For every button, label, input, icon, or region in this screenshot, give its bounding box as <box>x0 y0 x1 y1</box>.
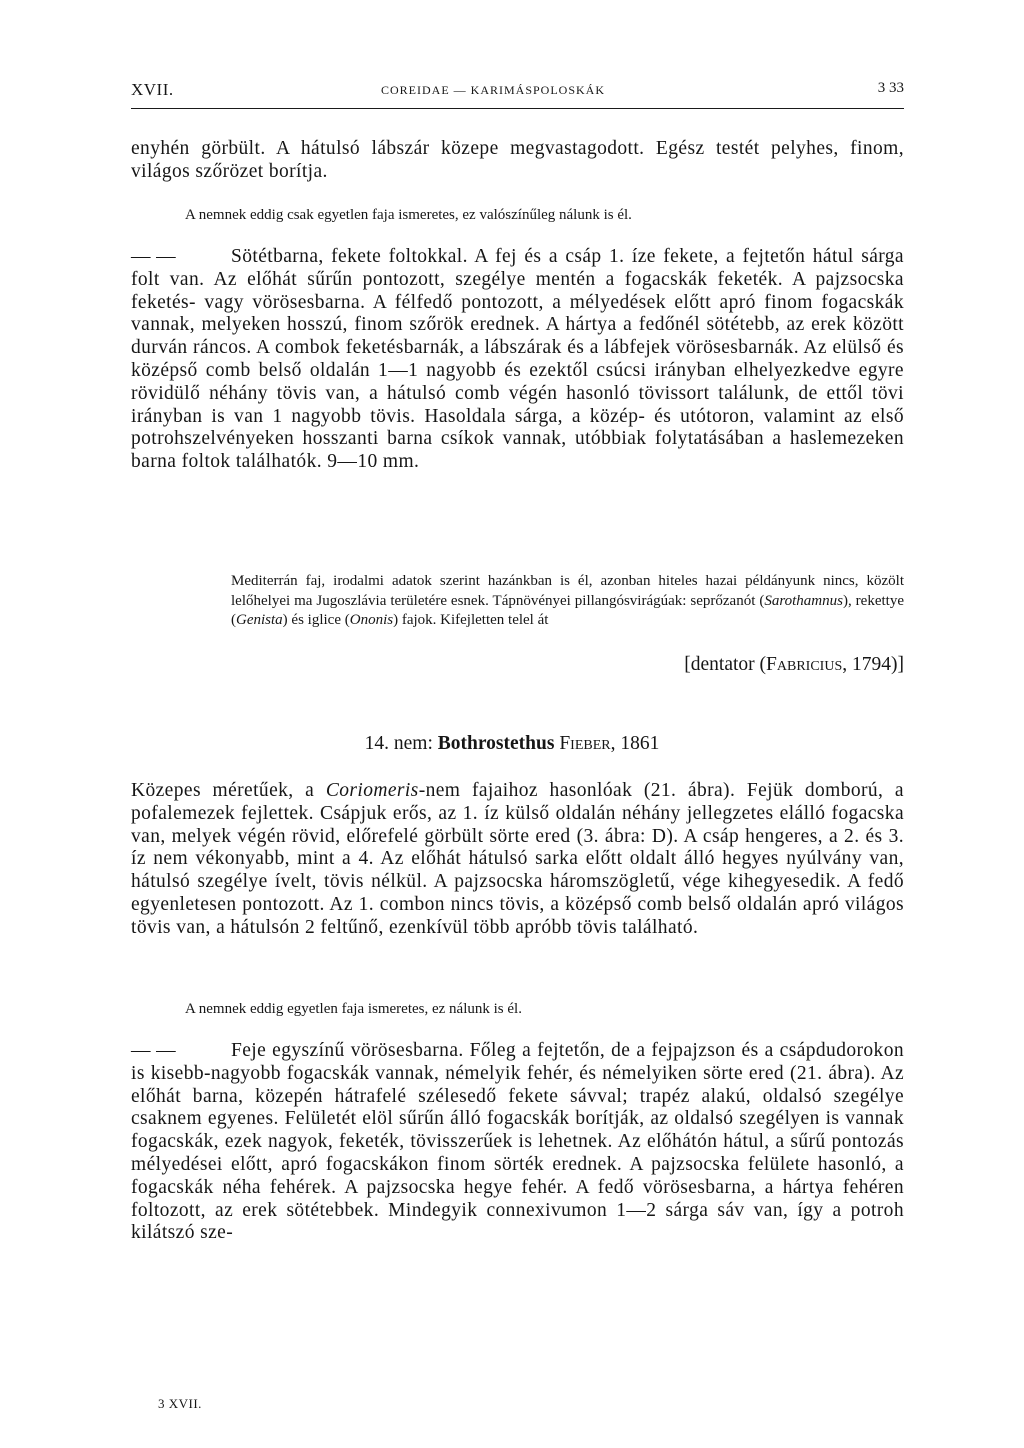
genus-title: 14. nem: Bothrostethus Fieber, 1861 <box>364 733 660 754</box>
chapter-number: XVII. <box>131 80 174 99</box>
genus-note-2: A nemnek eddig egyetlen faja ismeretes, ez nálunk is él. <box>185 1001 522 1017</box>
species-text-2: Feje egyszínű vörösesbarna. Főleg a fejtetőn, de a fejpajzson és a csápdudorokon is kisebb-nagyobb fogacskák vannak, némelyik fehér, és némelyiken sörte ered (21. ábra). Az előhát barna, közepén hátrafelé szélesedő fekete sávval; trapéz alakú, oldalsó szegélye csaknem egyenes. Felületét elöl sűrűn álló fogacskák borítják, az oldalsó szegélyen is vannak fogacskák, ezek nagyok, feketék, tövisszerűek is lehetnek. Az előhátón hátul, a sűrű pontozás mélyedései előtt, apró fogacskákon finom sörték erednek. A pajzsocska felülete hasonló, a fogacskák néha fehérek. A pajzsocska hegye fehér. A fedő vörösesbarna, a hártya fehéren foltozott, az erek sötétebbek. Mindegyik connexivumon 1—2 sárga sáv van, így a potroh kilátszó sze- <box>131 1040 904 1244</box>
species-text-1: Sötétbarna, fekete foltokkal. A fej és a csáp 1. íze fekete, a fejtetőn hátul sárga folt van. Az előhát sűrűn pontozott, szegélye mentén a fogacskák feketék. A pajzsocska feketés- vagy vörösesbarna. A félfedő pontozott, a mélyedések előtt apró finom fogacskák vannak, melyeken hosszú, finom szőrök erednek. A hártya a fedőnél sötétebb, az erek között durván ráncos. A combok feketésbarnák, a lábszárak és a lábfejek vörösesbarnák. Az elülső és középső comb belső oldalán 1—1 nagyobb és ezektől csúcsi irányban elhelyezkedve egyre rövidülő néhány tövis van, a hátulsó comb végén hasonló tövissort találunk, de ettől tövi irányban is van 1 nagyobb tövis. Hasoldala sárga, a közép- és utótoron, valamint az első potrohszelvényeken hosszanti barna csíkok vannak, utóbbiak folytatásában a haslemezeken barna foltok találhatók. 9—10 mm. <box>131 246 904 473</box>
running-title: COREIDAE — KARIMÁSPOLOSKÁK <box>381 83 606 97</box>
species-dash-1: — — <box>131 246 177 267</box>
page-header <box>131 80 904 104</box>
species-description-1 <box>131 246 904 474</box>
header-rule <box>131 108 904 109</box>
page-number: 3 33 <box>877 80 904 96</box>
genus-note-1: A nemnek eddig csak egyetlen faja ismeretes, ez valószínűleg nálunk is él. <box>185 207 632 223</box>
species-description-2 <box>131 1040 904 1245</box>
species-dash-2: — — <box>131 1040 177 1061</box>
species-citation-1: [dentator (Fabricius, 1794)] <box>684 654 904 675</box>
genus-description: Közepes méretűek, a Coriomeris-nem fajaihoz hasonlóak (21. ábra). Fejük domború, a pofalemezek fejlettek. Csápjuk erős, az 1. íz külső oldalán néhány jellegzetes elálló fogacska van, melyek végén rövid, előrefelé görbült sörte ered (3. ábra: D). A csáp hengeres, a 2. és 3. íz nem vékonyabb, mint a 4. Az előhát hátulsó sarka előtt oldalt álló hegyes nyúlvány van, hátulsó szegélye ívelt, tövis nélkül. A pajzsocska háromszögletű, vége kihegyesedik. A fedő egyenletesen pontozott. Az 1. combon nincs tövis, a középső comb belső oldalán apró világos tövis van, a hátulsón 2 feltűnő, ezenkívül több apróbb tövis található. <box>131 780 904 938</box>
paragraph-genus-end: enyhén görbült. A hátulsó lábszár közepe megvastagodott. Egész testét pelyhes, finom, világos szőrözet borítja. <box>131 138 904 182</box>
page-footer-signature: 3 XVII. <box>158 1396 202 1411</box>
distribution-note: Mediterrán faj, irodalmi adatok szerint hazánkban is él, azonban hiteles hazai példányunk nincs, közölt lelőhelyei ma Jugoszlávia területére esnek. Tápnövényei pillangósvirágúak: seprőzanót (Sarothamnus), rekettye (Genista) és iglice (Ononis) fajok. Kifejletten telel át <box>231 573 904 628</box>
